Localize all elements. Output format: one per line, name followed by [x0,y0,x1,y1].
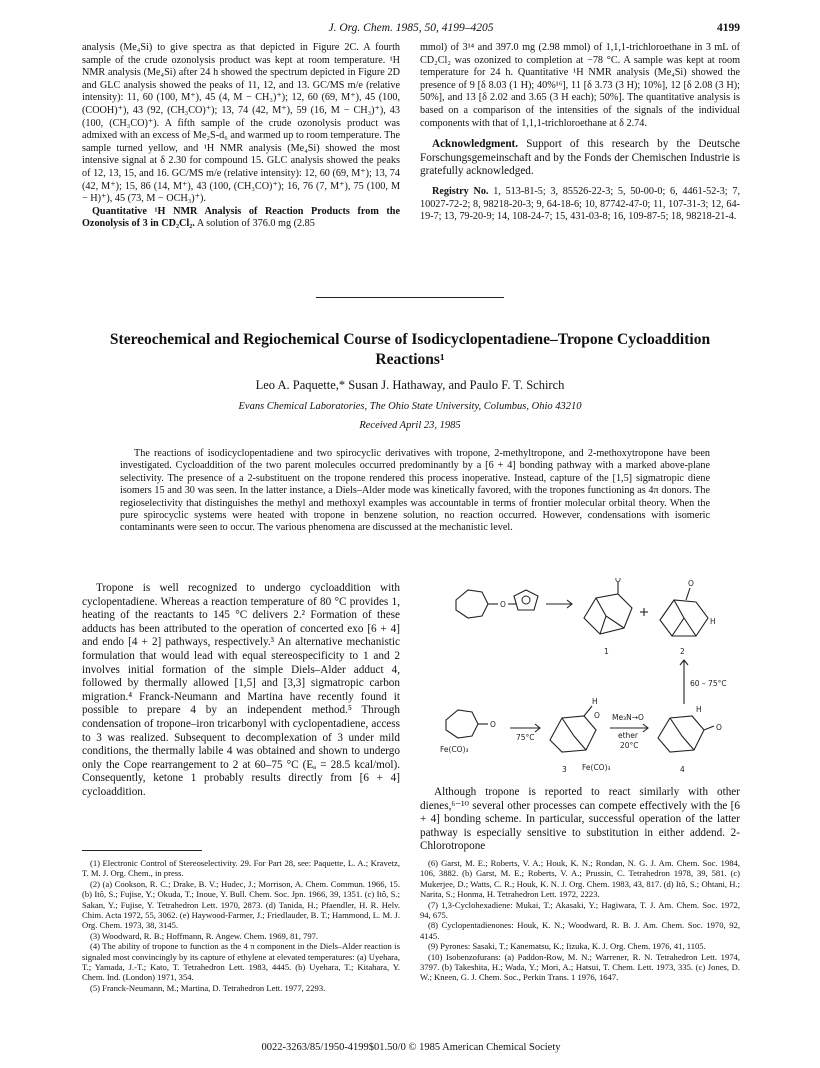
tropone-iron-structure [446,710,478,738]
cyclopentadiene-ring-icon [522,596,530,604]
acknowledgment [420,138,740,179]
body-left-column [82,582,400,800]
compound-label-4: 4 [680,765,685,774]
decomplexation-reagent: Me₃N→O [612,713,644,722]
journal-citation: J. Org. Chem. 1985, 50, 4199–4205 [328,22,494,34]
adduct-1-oxygen: O [615,578,621,584]
adduct-3-hydrogen: H [592,697,598,706]
footnote: (3) Woodward, R. B.; Hoffmann, R. Angew. Chem. 1969, 81, 797. [90,930,319,941]
tropone-oxygen: O [500,600,506,609]
article-title: Stereochemical and Regiochemical Course of Isodicyclopentadiene–Tropone Cycloaddition Reactions¹ [109,331,711,368]
cope-condition: 60 – 75°C [690,679,727,688]
footnote: (1) Electronic Control of Stereoselectivity. 29. For Part 28, see: Paquette, L. A.; Kravetz, T. M. J. Org. Chem., in press. [82,858,400,879]
prev-article-left-column [82,42,400,231]
footnotes-right [420,858,740,983]
compound-label-2: 2 [680,647,685,656]
cyclopentadiene-structure [514,590,538,610]
compound-label-3: 3 [562,765,567,774]
adduct-3-iron-label: Fe(CO)₃ [582,763,611,772]
body-right-column [420,786,740,854]
page-number: 4199 [717,22,740,34]
prev-article-right-column [420,42,740,224]
article-affiliation: Evans Chemical Laboratories, The Ohio State University, Columbus, Ohio 43210 [238,401,582,412]
received-date: Received April 23, 1985 [359,420,461,431]
tropone-structure [456,590,488,618]
prev-article-continuation: mmol) of 3¹⁴ and 397.0 mg (2.98 mmol) of 1,1,1-trichloroethane in 3 mL of CD₂Cl₂ was ozonized to completion at −78 °C. A sample was kept at room temperature for 24 h. Quantitative ¹H NMR analysis (Me₄Si) showed the presence of 9 [δ 8.03 (1 H); 40%¹⁶], 11 [δ 3.73 (3 H); 10%], 12 [δ 2.08 (3 H); 50%], and 13 [δ 2.02 and 3.65 (3 H each); 50%]. The quantitative analysis is based on a comparison of the intensities of the signals of the individual components with that of 1,1,1-trichloroethane at δ 2.74. [420,42,740,129]
footnote: (6) Garst, M. E.; Roberts, V. A.; Houk, K. N.; Rondan, N. G. J. Am. Chem. Soc. 1984, 106, 3882. (b) Garst, M. E.; Roberts, V. A.; Prussin, C. Tetrahedron 1978, 39, 581. (c) Mukerjee, D.; Watts, C. R.; Houk, K. N. J. Org. Chem. 1983, 43, 817. (d) Itô, S.; Ohtani, H.; Narita, S.; Honma, H. Tetrahedron Lett. 1972, 2223. [420,858,740,900]
acknowledgment-text: Support of this research by the Deutsche Forschungsgemeinschaft and by the Fonds der Chemischen Industrie is gratefully acknowledged. [420,138,740,178]
footnote: (9) Pyrones: Sasaki, T.; Kanematsu, K.; Iizuka, K. J. Org. Chem. 1976, 41, 1105. [428,941,706,952]
footnote: (10) Isobenzofurans: (a) Paddon-Row, M. N.; Warrener, R. N. Tetrahedron Lett. 1974, 3797. (b) Takeshita, H.; Wada, Y.; Mori, A.; Hatsui, T. Chem. Lett. 1973, 335. (c) Jones, D. W.; Kneen, G. J. Chem. Soc., Perkin Trans. 1 1976, 1647. [420,951,740,983]
article-authors: Leo A. Paquette,* Susan J. Hathaway, and Paulo F. T. Schirch [255,378,565,392]
acknowledgment-heading: Acknowledgment. [432,138,519,151]
adduct-3-oxygen: O [594,711,600,720]
footnotes-left [82,858,400,993]
adduct-4-oxygen: O [716,723,722,732]
footnote: (8) Cyclopentadienones: Houk, K. N.; Woodward, R. B. J. Am. Chem. Soc. 1970, 92, 4145. [420,920,740,941]
decomplexation-solvent: ether [618,731,639,740]
footnote: (7) 1,3-Cyclohexadiene: Mukai, T.; Akasaki, Y.; Hagiwara, T. J. Am. Chem. Soc. 1972, 94, 675. [420,899,740,921]
compound-label-1: 1 [604,647,609,656]
footnote: (2) (a) Cookson, R. C.; Drake, B. V.; Hudec, J.; Morrison, A. Chem. Commun. 1966, 15. (b) Itô, S.; Fujise, Y.; Okuda, T.; Inoue, Y. Bull. Chem. Soc. Jpn. 1966, 39, 1351. (c) Itô, S.; Sakan, Y.; Fujise, Y. Tetrahedron Lett. 1970, 2873. (d) Tanida, H.; Pfaendler, H. R. Helv. Chim. Acta 1972, 55, 3062. (e) Haywood-Farmer, J.; Friedlauder, B. T.; Hammond, L. M. J. Org. Chem. 1973, 38, 3145. [82,878,400,931]
registry-text: 1, 513-81-5; 3, 85526-22-3; 5, 50-00-0; 6, 4461-52-3; 7, 10027-72-2; 8, 98218-20-3; 9, 64-18-6; 10, 87742-47-0; 11, 107-31-3; 12, 64-19-7; 13, 79-20-9; 14, 108-24-7; 15, 431-03-8; 16, 109-87-5; 18, 98218-21-4. [420,185,740,223]
prev-article-paragraph: analysis (Me₄Si) to give spectra as that depicted in Figure 2C. A fourth sample of the crude ozonolysis product was kept at room temperature. ¹H NMR analysis (Me₄Si) after 24 h showed the spectrum depicted in Figure 2D and GLC analysis showed the peaks of 11, 12, and 13. GC/MS m/e (relative intensity): 11, 60 (100, M⁺), 45 (4, M − CH₃)⁺); 12, 60 (69, M⁺), 45 (100, (COOH)⁺), 43 (92, (CH₃CO)⁺); 13, 74 (42, M⁺), 59 (16, M − CH₃)⁺), 43 (100, (CH₃CO)⁺). A fifth sample of the crude ozonolysis product was admixed with an excess of Me₂S-d₆ and warmed up to room temperature. The sample turned yellow, and ¹H NMR analysis (Me₄Si) showed the most intensive signal at δ 2.30 for compound 15. GLC analysis showed the peaks of 12, 13, 15, and 16. GC/MS m/e (relative intensity): 12, 60 (69, M⁺); 13, 74 (42, M⁺); 15, 86 (14, M⁺), 43 (100, (CH₃CO)⁺); 16, 76 (7, M⁺), 75 (100, M − H)⁺), 45 (73, M − OCH₃)⁺). [82,42,400,205]
prev-article-nmr-paragraph [82,206,400,231]
intro-paragraph: Tropone is well recognized to undergo cycloaddition with cyclopentadiene. Whereas a reaction temperature of 80 °C provides 1, heating of the reactants to 145 °C delivers 2.² Formation of these adducts has been attributed to the operation of concerted exo [6 + 4] and endo [4 + 2] pathways, respectively.³ An alternative mechanistic formulation that would lead with equal stereospecificity to 1 and 2 involves initial formation of the simple Diels–Alder adduct 4, followed by thermally allowed [1,5] and [3,3] sigmatropic carbon migration.⁴ Franck-Neumann and Martina have recently found it possible to prepare 4 by an independent method.⁵ Through condensation of tropone–iron tricarbonyl with cyclopentadiene, access to 3 was realized. Subsequent to decomplexation of 3 under mild conditions, the thermally labile 4 was obtained and shown to undergo only the Cope rearrangement to 2 at 60–75 °C (Eₐ = 28.5 kcal/mol). Consequently, ketone 1 probably results directly from [6 + 4] cycloaddition. [82,582,400,798]
footnote: (4) The ability of tropone to function as the 4 π component in the Diels–Alder reaction is signaled most convincingly by its capture of ethylene at elevated temperatures: (a) Uyehara, T.; Yamada, J.-T.; Kato, T. Tetrahedron Lett. 1983, 4445. (b) Uyehara, T.; Kitahara, Y. Chem. Ind. (London) 1971, 354. [82,941,400,983]
abstract: The reactions of isodicyclopentadiene and two spirocyclic derivatives with tropone, 2-methyltropone, and 2-methoxytropone have been investigated. Cycloaddition of the two parent molecules occurred predominantly by a [6 + 4] bonding pathway with a marked above-plane selectivity. The presence of a 2-substituent on the tropone rendered this process inoperative. Instead, capture of the [1,5] sigmatropic diene isomers 15 and 30 was seen. In the latter instance, a Diels–Alder mode was kinetically favored, with the tropones functioning as 4π donors. The regioselectivity that distinguishes the methyl and methoxyl examples was accountable in terms of frontier molecular orbital theory. When the pure spirocyclic systems were heated with tropone in benzene solution, no reaction occurred. However, condensations with isomeric contaminants were seen to occur. The various phenomena are discussed at the mechanistic level. [120,448,710,534]
adduct-2-oxygen: O [688,579,694,588]
nmr-section-text: A solution of 376.0 mg (2.85 [194,218,315,230]
adduct-1-structure [584,594,632,634]
registry-heading: Registry No. [432,185,489,197]
footnote-rule [82,850,202,851]
body-paragraph: Although tropone is reported to react similarly with other dienes,⁶⁻¹⁰ several other processes can compete effectively with the [6 + 4] bonding scheme. In particular, successful operation of the latter pathway is especially sensitive to substitution in either addend. 2-Chlorotropone [420,786,740,853]
copyright-footer: 0022-3263/85/1950-4199$01.50/0 © 1985 American Chemical Society [261,1042,561,1053]
adduct-2-hydrogen: H [710,617,716,626]
tropone-iron-oxygen: O [490,720,496,729]
footnote: (5) Franck-Neumann, M.; Martina, D. Tetrahedron Lett. 1977, 2293. [90,982,326,993]
article-separator-rule [316,297,504,298]
decomplexation-temperature: 20°C [620,741,639,750]
reaction-scheme [434,578,734,788]
reaction-temperature: 75°C [516,733,535,742]
tropone-iron-label: Fe(CO)₃ [440,745,469,754]
nmr-section-heading: Quantitative ¹H NMR Analysis of Reaction Products from the Ozonolysis of 3 in CD₂Cl₂. [82,205,400,230]
adduct-4-hydrogen: H [696,705,702,714]
registry-numbers [420,186,740,224]
